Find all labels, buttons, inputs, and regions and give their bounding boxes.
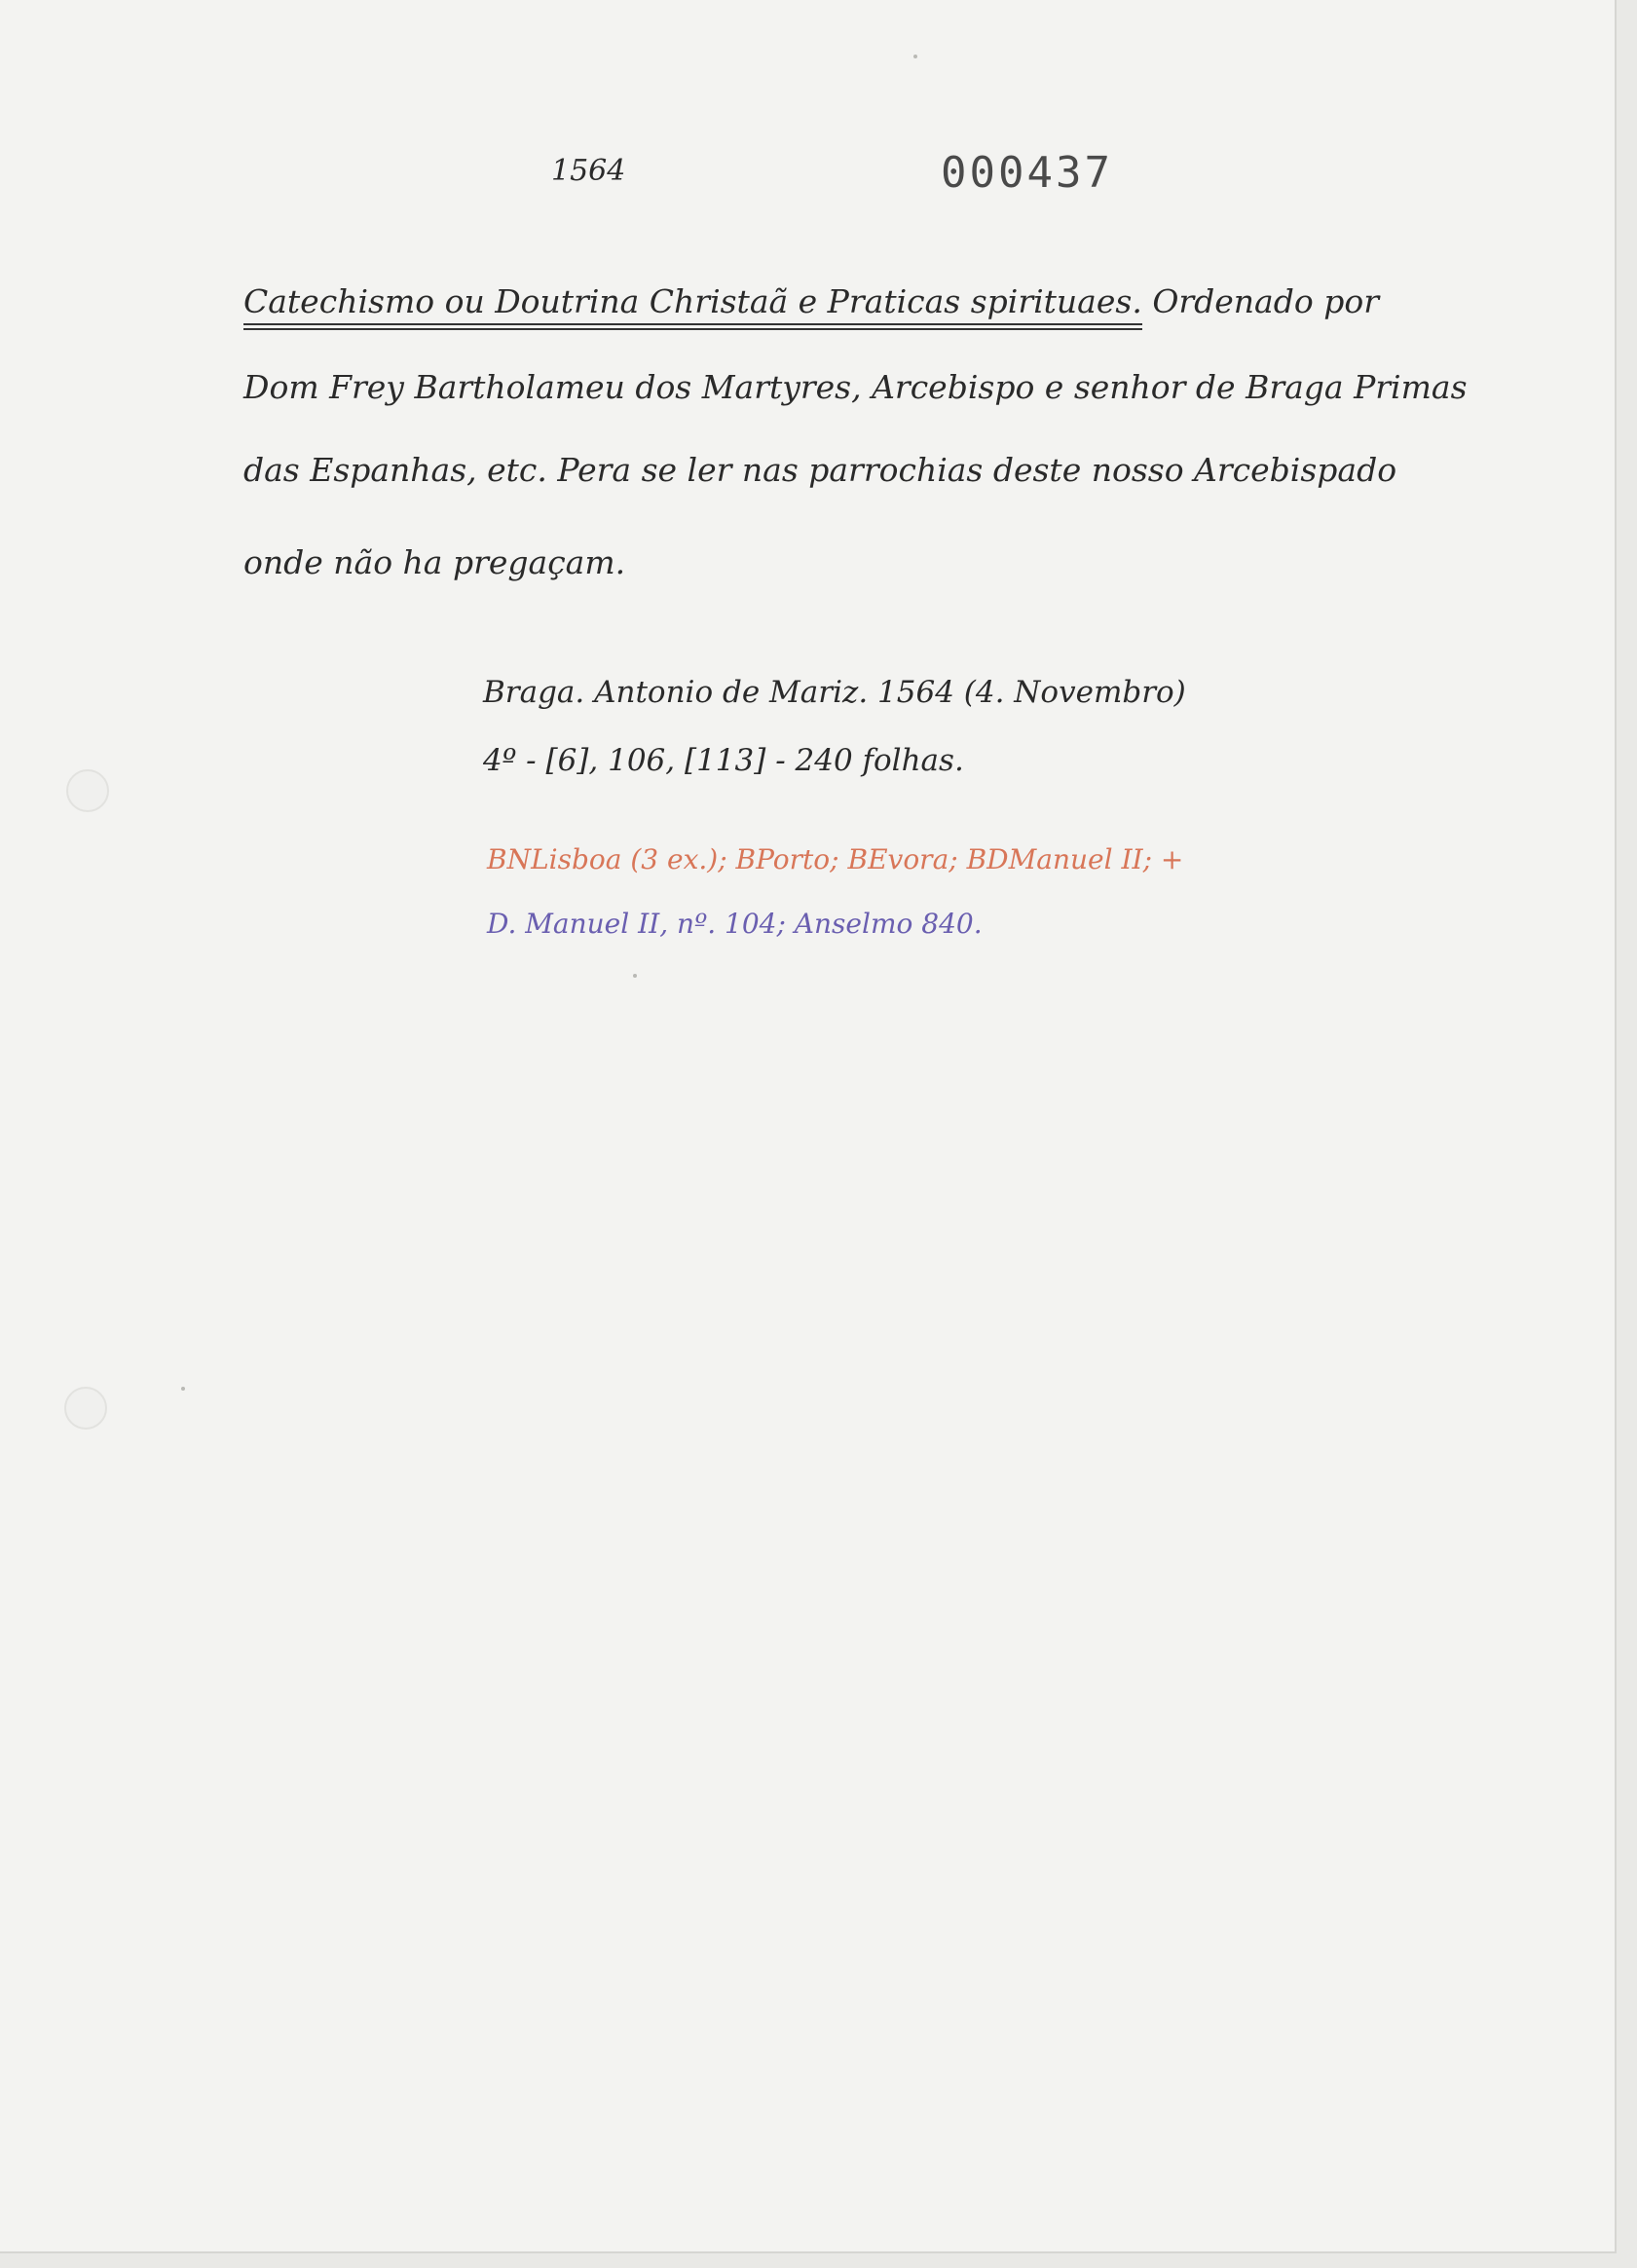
title-line-1-rest: Ordenado por <box>1152 282 1379 320</box>
card-year: 1564 <box>551 154 626 188</box>
stamp-number: 000437 <box>941 148 1113 198</box>
title-line-3: das Espanhas, etc. Pera se ler nas parrochias deste nosso Arcebispado <box>243 451 1397 489</box>
collation-line: 4º - [6], 106, [113] - 240 folhas. <box>483 743 964 778</box>
punch-hole-mark <box>64 1387 107 1430</box>
paper-speck <box>633 974 637 978</box>
imprint-line: Braga. Antonio de Mariz. 1564 (4. Novembro) <box>483 675 1186 710</box>
underlined-title: Catechismo ou Doutrina Christaã e Praticas spirituaes. <box>243 282 1142 320</box>
title-line-2: Dom Frey Bartholameu dos Martyres, Arcebispo e senhor de Braga Primas <box>243 368 1468 406</box>
punch-hole-mark <box>66 769 109 812</box>
bibliographic-references-blue: D. Manuel II, nº. 104; Anselmo 840. <box>487 908 983 940</box>
paper-speck <box>913 55 917 58</box>
paper-speck <box>181 1387 185 1391</box>
title-line-1 <box>243 282 1379 320</box>
title-line-4: onde não ha pregaçam. <box>243 543 626 581</box>
library-locations-red: BNLisboa (3 ex.); BPorto; BEvora; BDManuel II; + <box>487 843 1184 875</box>
